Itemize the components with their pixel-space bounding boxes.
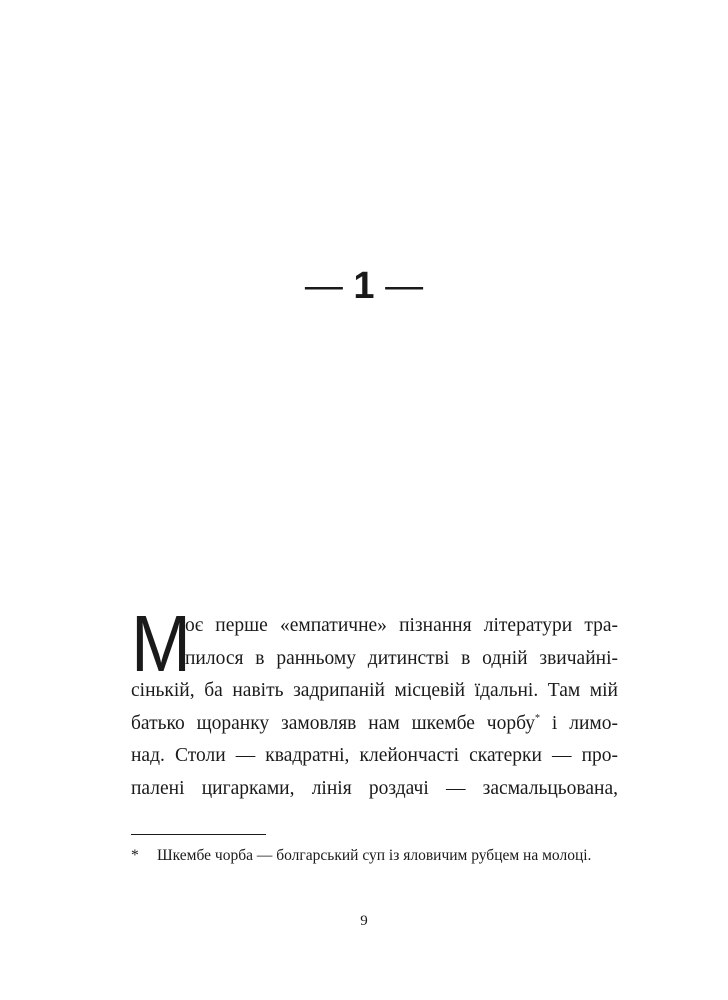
footnote-divider [131, 834, 266, 835]
drop-cap: М [131, 599, 191, 688]
body-line-4 [131, 708, 618, 741]
page-number: 9 [360, 913, 368, 929]
body-line-6: палені цигарками, лінія роздачі — засмальцьована, [131, 777, 618, 799]
body-line-3: сінькій, ба навіть задрипаній місцевій їдальні. Там мій [131, 680, 618, 701]
footnote-reference-mark[interactable]: * [535, 712, 541, 724]
chapter-heading [0, 262, 728, 310]
chapter-dash-left: — [304, 265, 343, 307]
body-line-5: над. Столи — квадратні, клейончасті скатерки — про- [131, 745, 618, 766]
footnote-marker: * [131, 847, 139, 864]
chapter-dash-right: — [385, 265, 424, 307]
footnote [131, 845, 621, 867]
footnote-text: Шкембе чорба — болгарський суп із яловичим рубцем на молоці. [157, 847, 592, 864]
body-paragraph [131, 599, 618, 805]
body-line-2: пилося в ранньому дитинстві в одній звичайні- [185, 647, 618, 669]
body-line-4-text: батько щоранку замовляв нам шкембе чорбу [131, 712, 536, 734]
body-line-1: оє перше «емпатичне» пізнання літератури тра- [185, 615, 618, 636]
chapter-number: 1 [353, 265, 375, 307]
body-line-4-tail: і лимо- [540, 712, 618, 734]
